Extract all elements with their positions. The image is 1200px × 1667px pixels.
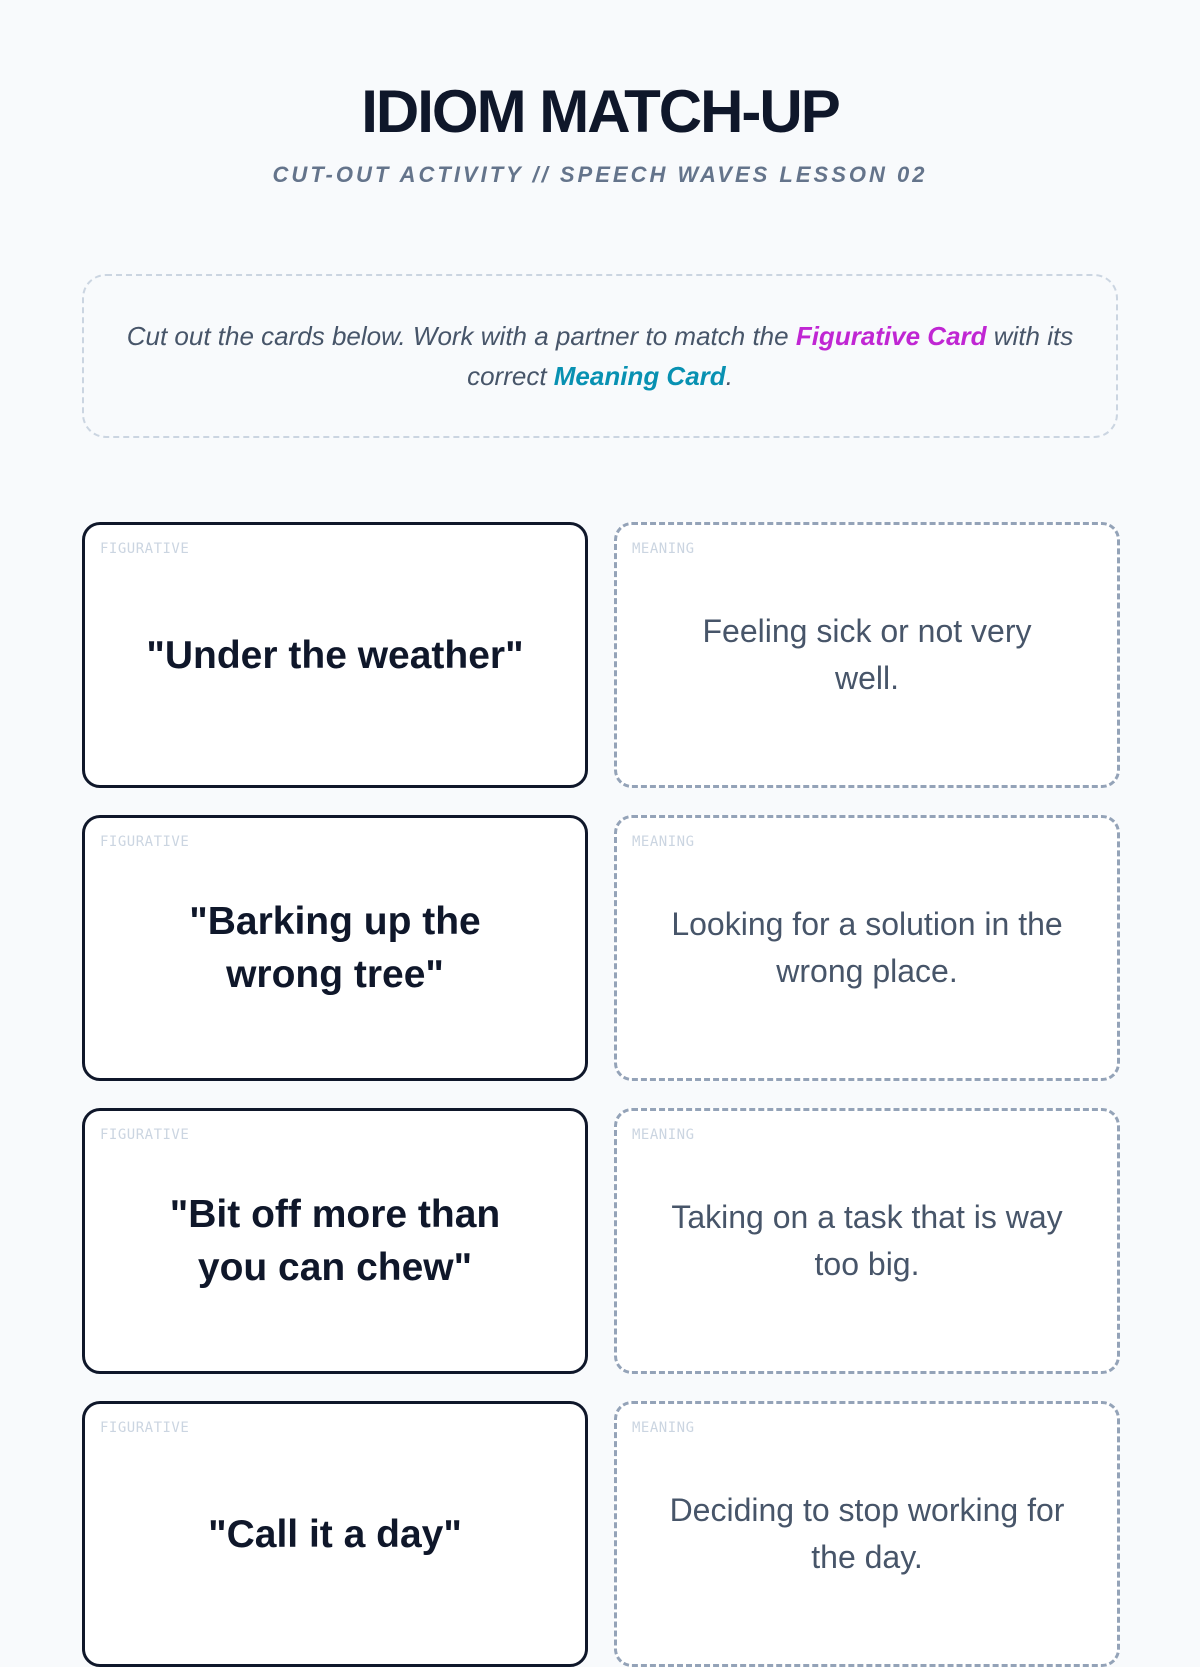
meaning-card[interactable]: [614, 522, 1120, 788]
meaning-text: Looking for a solution in the wrong place.: [671, 906, 1063, 989]
instructions-text: [124, 316, 1076, 396]
instructions-box: [82, 274, 1118, 438]
instructions-middle: with its correct: [467, 321, 1074, 391]
figurative-idiom: "Bit off more than you can chew": [169, 1193, 501, 1289]
figurative-card[interactable]: [82, 1401, 588, 1667]
figurative-idiom: "Under the weather": [146, 633, 524, 677]
meaning-text: Taking on a task that is way too big.: [671, 1199, 1063, 1282]
figurative-tag: FIGURATIVE: [100, 541, 190, 557]
figurative-tag: FIGURATIVE: [100, 1127, 190, 1143]
figurative-card[interactable]: [82, 815, 588, 1081]
meaning-text: Feeling sick or not very well.: [702, 613, 1032, 696]
page-header: [0, 78, 1200, 188]
figurative-card-highlight: Figurative Card: [795, 321, 987, 351]
figurative-tag: FIGURATIVE: [100, 1420, 190, 1436]
instructions-before: Cut out the cards below. Work with a partner to match the: [126, 321, 796, 351]
figurative-tag: FIGURATIVE: [100, 834, 190, 850]
page-title: IDIOM MATCH-UP: [361, 78, 839, 145]
meaning-card[interactable]: [614, 1108, 1120, 1374]
meaning-tag: MEANING: [632, 1127, 695, 1143]
meaning-tag: MEANING: [632, 1420, 695, 1436]
meaning-tag: MEANING: [632, 834, 695, 850]
meaning-card-highlight: Meaning Card: [553, 361, 726, 391]
meaning-card[interactable]: [614, 815, 1120, 1081]
meaning-text: Deciding to stop working for the day.: [669, 1492, 1065, 1575]
figurative-card[interactable]: [82, 1108, 588, 1374]
figurative-idiom: "Call it a day": [208, 1512, 462, 1556]
figurative-idiom: "Barking up the wrong tree": [189, 900, 481, 996]
figurative-card[interactable]: [82, 522, 588, 788]
instructions-after: .: [725, 361, 733, 391]
meaning-card[interactable]: [614, 1401, 1120, 1667]
meaning-tag: MEANING: [632, 541, 695, 557]
page-subtitle: CUT-OUT ACTIVITY // SPEECH WAVES LESSON 02: [272, 162, 928, 187]
